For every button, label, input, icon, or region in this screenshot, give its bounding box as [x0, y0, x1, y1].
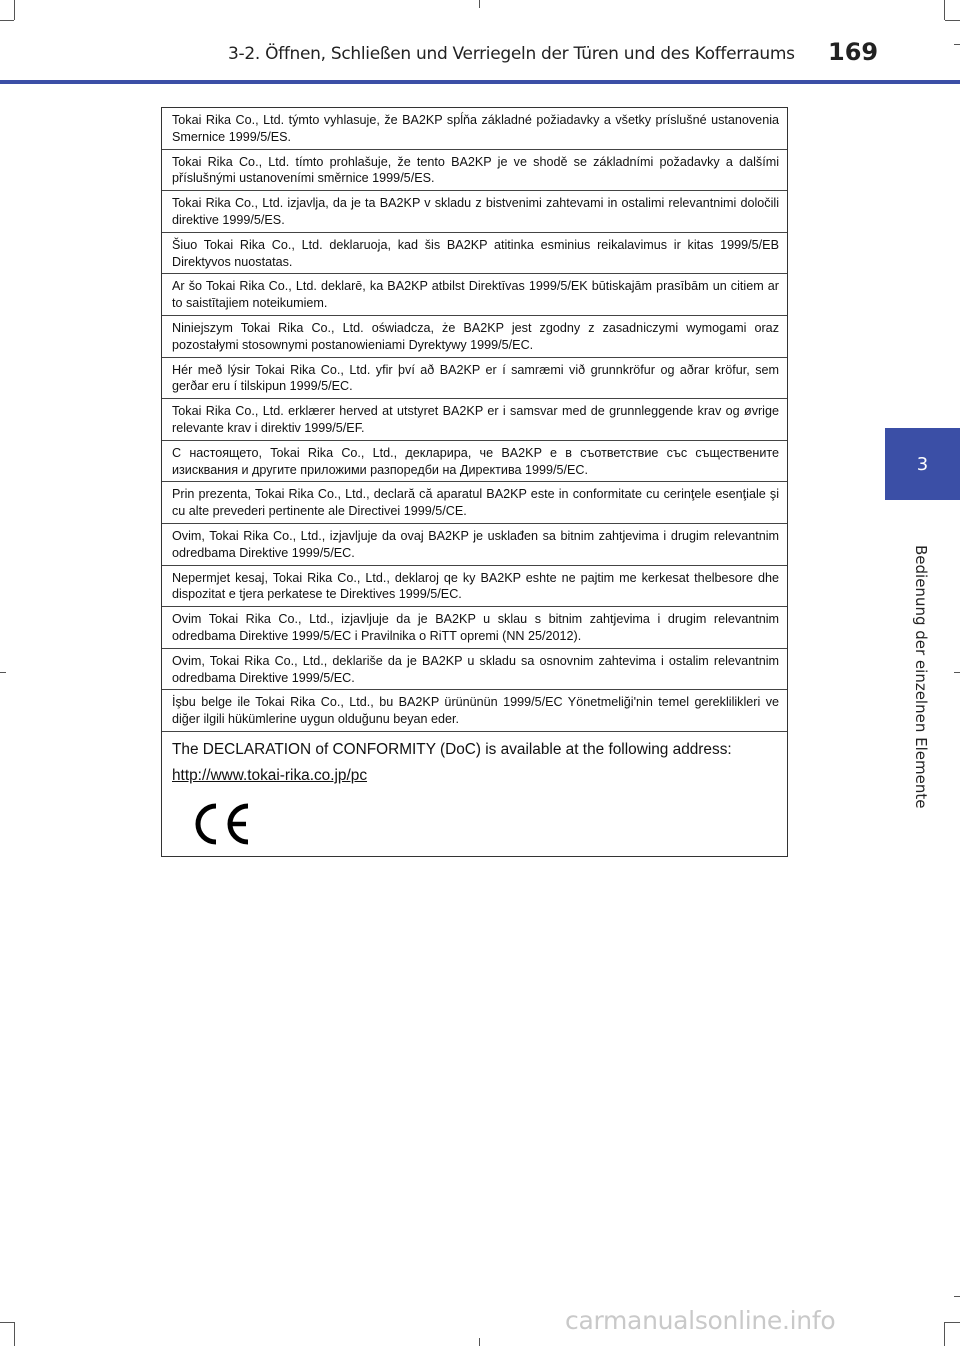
declaration-row: Šiuo Tokai Rika Co., Ltd. deklaruoja, kad šis BA2KP atitinka esminius reikalavimus ir kitas 1999/5/EB Direktyvos nuostatas.	[162, 233, 787, 275]
crop-mark	[0, 20, 14, 21]
declaration-row: Ovim, Tokai Rika Co., Ltd., izjavljuje da ovaj BA2KP je usklađen sa bitnim zahtjevima i drugim relevantnim odredbama Direktive 1999/5/EC.	[162, 524, 787, 566]
declaration-row: İşbu belge ile Tokai Rika Co., Ltd., bu BA2KP ürününün 1999/5/EC Yönetmeliği'nin temel gereklilikleri ve diğer ilgili hükümlerine uygun olduğunu beyan eder.	[162, 690, 787, 732]
declaration-row: Ar šo Tokai Rika Co., Ltd. deklarē, ka BA2KP atbilst Direktīvas 1999/5/EK būtiskajām prasībām un citiem ar to saistītajiem noteikumiem.	[162, 274, 787, 316]
ce-mark-icon	[188, 800, 254, 848]
header-rule	[0, 80, 960, 84]
chapter-tab	[885, 428, 960, 500]
doc-notice-text: The DECLARATION of CONFORMITY (DoC) is available at the following address:	[172, 740, 732, 758]
chapter-title: Bedienung der einzelnen Elemente	[912, 545, 930, 809]
declaration-row: Tokai Rika Co., Ltd. týmto vyhlasuje, že BA2KP spĺňa základné požiadavky a všetky príslušné ustanovenia Smernice 1999/5/ES.	[162, 108, 787, 150]
doc-url-link[interactable]: http://www.tokai-rika.co.jp/pc	[172, 766, 368, 784]
crop-mark	[479, 1338, 480, 1346]
crop-mark	[0, 672, 6, 673]
crop-mark	[479, 0, 480, 8]
declaration-row: Tokai Rika Co., Ltd. erklærer herved at utstyret BA2KP er i samsvar med de grunnleggende krav og øvrige relevante krav i direktiv 1999/5/EF.	[162, 399, 787, 441]
crop-mark	[954, 1296, 960, 1297]
chapter-number: 3	[916, 453, 929, 475]
doc-notice	[162, 732, 787, 786]
declaration-row: Hér með lýsir Tokai Rika Co., Ltd. yfir því að BA2KP er í samræmi við grunnkröfur og aðrar kröfur, sem gerðar eru í tilskipun 1999/5/EC.	[162, 358, 787, 400]
declaration-row: Niniejszym Tokai Rika Co., Ltd. oświadcza, że BA2KP jest zgodny z zasadniczymi wymogami oraz pozostałymi stosownymi postanowieniami Dyrektywy 1999/5/EC.	[162, 316, 787, 358]
declaration-row: Prin prezenta, Tokai Rika Co., Ltd., declară că aparatul BA2KP este in conformitate cu cerinţele esenţiale şi cu alte prevederi pertinente ale Directivei 1999/5/CE.	[162, 482, 787, 524]
crop-mark	[945, 20, 960, 21]
declaration-box	[161, 107, 788, 857]
crop-mark	[954, 672, 960, 673]
crop-mark	[944, 0, 945, 20]
footer-watermark[interactable]: carmanualsonline.info	[565, 1306, 836, 1335]
crop-mark	[14, 0, 15, 20]
crop-mark	[14, 1322, 15, 1346]
page-number: 169	[828, 38, 879, 66]
declaration-row: С настоящето, Tokai Rika Co., Ltd., декларира, че BA2KP е в съответствие със съществените изисквания и другите приложими разпоредби на Директива 1999/5/EC.	[162, 441, 787, 483]
declaration-row: Ovim Tokai Rika Co., Ltd., izjavljuje da je BA2KP u sklau s bitnim zahtjevima i drugim relevantnim odredbama Direktive 1999/5/EC i Pravilnika o RiTT opremi (NN 25/2012).	[162, 607, 787, 649]
crop-mark	[954, 44, 960, 45]
crop-mark	[0, 1322, 14, 1323]
page-header-title: 3-2. Öffnen, Schließen und Verriegeln der Türen und des Kofferraums	[228, 44, 795, 64]
declaration-row: Ovim, Tokai Rika Co., Ltd., deklariše da je BA2KP u skladu sa osnovnim zahtevima i ostalim relevantnim odredbama Direktive 1999/5/EC.	[162, 649, 787, 691]
declaration-row: Tokai Rika Co., Ltd. izjavlja, da je ta BA2KP v skladu z bistvenimi zahtevami in ostalimi relevantnimi določili direktive 1999/5/ES.	[162, 191, 787, 233]
declaration-row: Nepermjet kesaj, Tokai Rika Co., Ltd., deklaroj qe ky BA2KP eshte ne pajtim me kerkesat thelbesore dhe dispozitat e tjera perkatese te Direktives 1999/5/EC.	[162, 566, 787, 608]
declaration-row: Tokai Rika Co., Ltd. tímto prohlašuje, že tento BA2KP je ve shodě se základními požadavky a dalšími příslušnými ustanoveními směrnice 1999/5/ES.	[162, 150, 787, 192]
